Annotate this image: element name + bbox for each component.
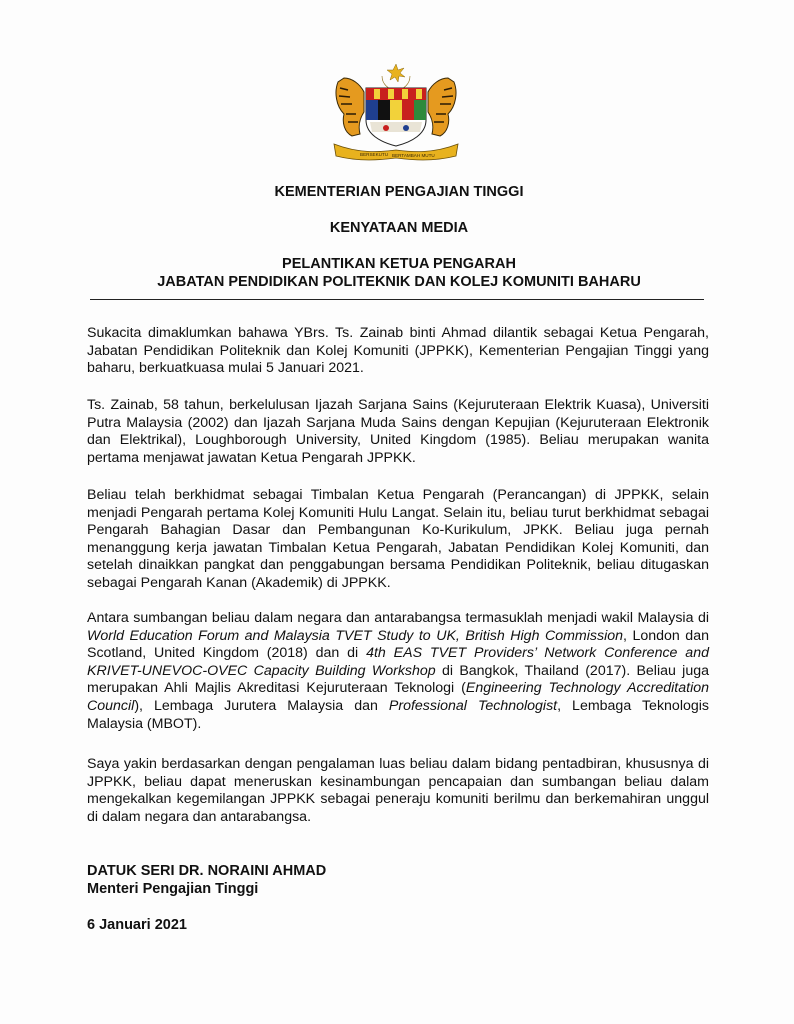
- document-type: KENYATAAN MEDIA: [329, 220, 469, 236]
- crest-motto-left: BERSEKUTU: [360, 152, 389, 157]
- release-date: 6 Januari 2021: [87, 917, 187, 933]
- p4-italic-2: 4th EAS TVET Providers’ Network Conference and KRIVET-UNEVOC-OVEC Capacity Building Workshop: [87, 645, 709, 679]
- p4-italic-4: Professional Technologist: [388, 697, 558, 714]
- paragraph-3: Beliau telah berkhidmat sebagai Timbalan Ketua Pengarah (Perancangan) di JPPKK, selain menjadi Pengarah pertama Kolej Komuniti Hulu Langat. Selain itu, beliau turut berkhidmat sebagai Pengarah Bahagian Dasar dan Pembangunan Ko-Kurikulum, JPKK. Beliau juga pernah menanggung kerja jawatan Timbalan Ketua Pengarah, Jabatan Pendidikan Kolej Komuniti, dan setelah dinaikkan pangkat dan penggabungan bersama Pendidikan Politeknik, beliau ditugaskan sebagai Pengarah Kanan (Akademik) di JPPKK.: [87, 487, 709, 591]
- paragraph-1: Sukacita dimaklumkan bahawa YBrs. Ts. Zainab binti Ahmad dilantik sebagai Ketua Pengarah, Jabatan Pendidikan Politeknik dan Kolej Komuniti (JPPKK), Kementerian Pengajian Tinggi yang baharu, berkuatkuasa mulai 5 Januari 2021.: [87, 325, 709, 377]
- crest-motto-right: BERTAMBAH MUTU: [392, 153, 435, 158]
- p4-text-1: Antara sumbangan beliau dalam negara dan antarabangsa termasuklah menjadi wakil Malaysia di: [87, 610, 709, 626]
- p4-text-4: ), Lembaga Jurutera Malaysia dan: [134, 697, 389, 714]
- p4-text-2: , London dan Scotland, United Kingdom (2018) dan di: [87, 627, 709, 662]
- p4-italic-1: World Education Forum and Malaysia TVET Study to UK, British High Commission: [87, 627, 624, 644]
- p4-text-5: , Lembaga Teknologis Malaysia (MBOT).: [87, 697, 710, 732]
- ministry-name: KEMENTERIAN PENGAJIAN TINGGI: [274, 184, 524, 200]
- title-divider: [90, 299, 704, 300]
- p4-text-3: di Bangkok, Thailand (2017). Beliau juga merupakan Ahli Majlis Akreditasi Kejuruteraan Teknologi (: [87, 662, 709, 697]
- paragraph-5: Saya yakin berdasarkan dengan pengalaman luas beliau dalam bidang pentadbiran, khususnya di JPPKK, beliau dapat meneruskan kesinambungan pencapaian dan sumbangan beliau dalam mengekalkan kegemilangan JPPKK sebagai peneraju komuniti berilmu dan berkemahiran unggul di dalam negara dan antarabangsa.: [87, 756, 709, 825]
- paragraph-4: [87, 610, 709, 733]
- paragraph-2: Ts. Zainab, 58 tahun, berkelulusan Ijazah Sarjana Sains (Kejuruteraan Elektrik Kuasa), Universiti Putra Malaysia (2002) dan Ijazah Sarjana Muda Sains dengan Kepujian (Kejuruteraan Elektronik dan Elektrikal), Loughborough University, United Kingdom (1985). Beliau merupakan wanita pertama menjawat jawatan Ketua Pengarah JPPKK.: [87, 397, 709, 466]
- signatory-position: Menteri Pengajian Tinggi: [87, 881, 259, 897]
- coat-of-arms-crest: [330, 62, 462, 162]
- p4-italic-3: Engineering Technology Accreditation Council: [87, 680, 709, 714]
- title-line-2: JABATAN PENDIDIKAN POLITEKNIK DAN KOLEJ KOMUNITI BAHARU: [157, 274, 641, 290]
- title-line-1: PELANTIKAN KETUA PENGARAH: [282, 256, 516, 272]
- signatory-name: DATUK SERI DR. NORAINI AHMAD: [87, 863, 327, 879]
